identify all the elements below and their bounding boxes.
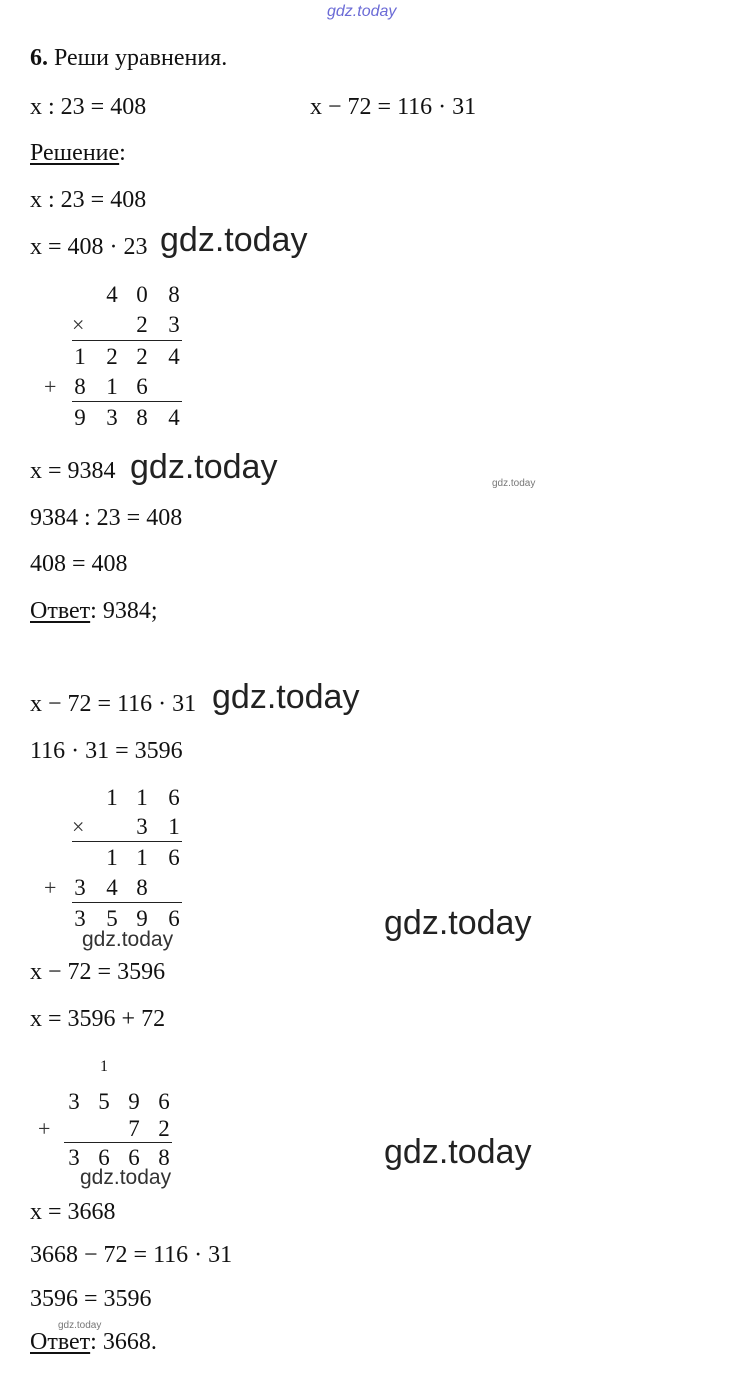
p1-check-2: 408 = 408 <box>30 551 128 577</box>
p2-check-1: 3668 − 72 = 116 · 31 <box>30 1242 233 1268</box>
digit: 6 <box>168 906 180 931</box>
rule <box>72 340 182 341</box>
p1-check-1: 9384 : 23 = 408 <box>30 505 183 531</box>
digit: 6 <box>98 1145 110 1170</box>
digit: 1 <box>106 785 118 810</box>
digit: 0 <box>136 282 148 307</box>
digit: 9 <box>136 906 148 931</box>
digit: 2 <box>158 1116 170 1141</box>
digit: 3 <box>106 405 118 430</box>
digit: 1 <box>136 845 148 870</box>
p2-line-1: x − 72 = 116 · 31 <box>30 691 197 717</box>
solution-heading <box>30 141 126 165</box>
digit: 5 <box>106 906 118 931</box>
p1-answer <box>30 599 158 623</box>
digit: 3 <box>74 875 86 900</box>
multiply-sign: × <box>72 312 85 337</box>
carry-digit: 1 <box>100 1058 108 1075</box>
task-title: Реши уравнения. <box>54 45 228 71</box>
p2-line-2: 116 · 31 = 3596 <box>30 738 183 764</box>
digit: 8 <box>136 405 148 430</box>
rule <box>72 841 182 842</box>
digit: 7 <box>128 1116 140 1141</box>
watermark-1: gdz.today <box>160 221 308 259</box>
watermark-3: gdz.today <box>212 678 360 716</box>
equation-2: x − 72 = 116 · 31 <box>310 94 477 120</box>
watermark-top: gdz.today <box>327 3 397 20</box>
digit: 4 <box>106 875 118 900</box>
solution-label: Решение <box>30 140 120 166</box>
digit: 3 <box>68 1145 80 1170</box>
digit: 9 <box>128 1089 140 1114</box>
solution-colon: : <box>119 140 126 166</box>
digit: 3 <box>74 906 86 931</box>
p1-line-1: x : 23 = 408 <box>30 187 147 213</box>
digit: 1 <box>74 344 86 369</box>
plus-sign: + <box>44 374 57 399</box>
digit: 1 <box>168 814 180 839</box>
digit: 6 <box>136 374 148 399</box>
plus-sign: + <box>38 1116 51 1141</box>
answer-label: Ответ <box>30 598 91 624</box>
rule <box>72 902 182 903</box>
digit: 9 <box>74 405 86 430</box>
p2-line-5: x = 3668 <box>30 1199 116 1225</box>
digit: 6 <box>128 1145 140 1170</box>
digit: 8 <box>158 1145 170 1170</box>
digit: 6 <box>168 785 180 810</box>
digit: 3 <box>136 814 148 839</box>
rule <box>72 401 182 402</box>
digit: 2 <box>136 312 148 337</box>
p2-check-2: 3596 = 3596 <box>30 1286 152 1312</box>
p2-answer <box>30 1330 157 1354</box>
digit: 4 <box>168 344 180 369</box>
p2-line-4: x = 3596 + 72 <box>30 1006 166 1032</box>
watermark-6: gdz.today <box>80 1166 172 1189</box>
rule <box>64 1142 172 1143</box>
multiply-sign: × <box>72 814 85 839</box>
digit: 6 <box>168 845 180 870</box>
digit: 6 <box>158 1089 170 1114</box>
equation-1: x : 23 = 408 <box>30 94 147 120</box>
watermark-7: gdz.today <box>384 1133 532 1171</box>
digit: 2 <box>106 344 118 369</box>
digit: 1 <box>106 845 118 870</box>
watermark-2: gdz.today <box>130 448 278 486</box>
digit: 3 <box>168 312 180 337</box>
p1-line-2: x = 408 · 23 <box>30 234 148 260</box>
digit: 2 <box>136 344 148 369</box>
digit: 1 <box>136 785 148 810</box>
digit: 1 <box>106 374 118 399</box>
answer-label: Ответ <box>30 1329 91 1355</box>
p2-line-3: x − 72 = 3596 <box>30 959 166 985</box>
digit: 4 <box>106 282 118 307</box>
digit: 4 <box>168 405 180 430</box>
watermark-4: gdz.today <box>82 928 174 951</box>
digit: 8 <box>168 282 180 307</box>
plus-sign: + <box>44 875 57 900</box>
task-header <box>30 46 227 70</box>
answer-value: : 9384; <box>90 598 158 624</box>
watermark-small-2: gdz.today <box>58 1320 102 1331</box>
digit: 5 <box>98 1089 110 1114</box>
digit: 3 <box>68 1089 80 1114</box>
watermark-5: gdz.today <box>384 904 532 942</box>
p1-line-3: x = 9384 <box>30 458 116 484</box>
digit: 8 <box>136 875 148 900</box>
digit: 8 <box>74 374 86 399</box>
answer-value: : 3668. <box>90 1329 157 1355</box>
task-number: 6. <box>30 45 48 71</box>
watermark-small-1: gdz.today <box>492 478 536 489</box>
